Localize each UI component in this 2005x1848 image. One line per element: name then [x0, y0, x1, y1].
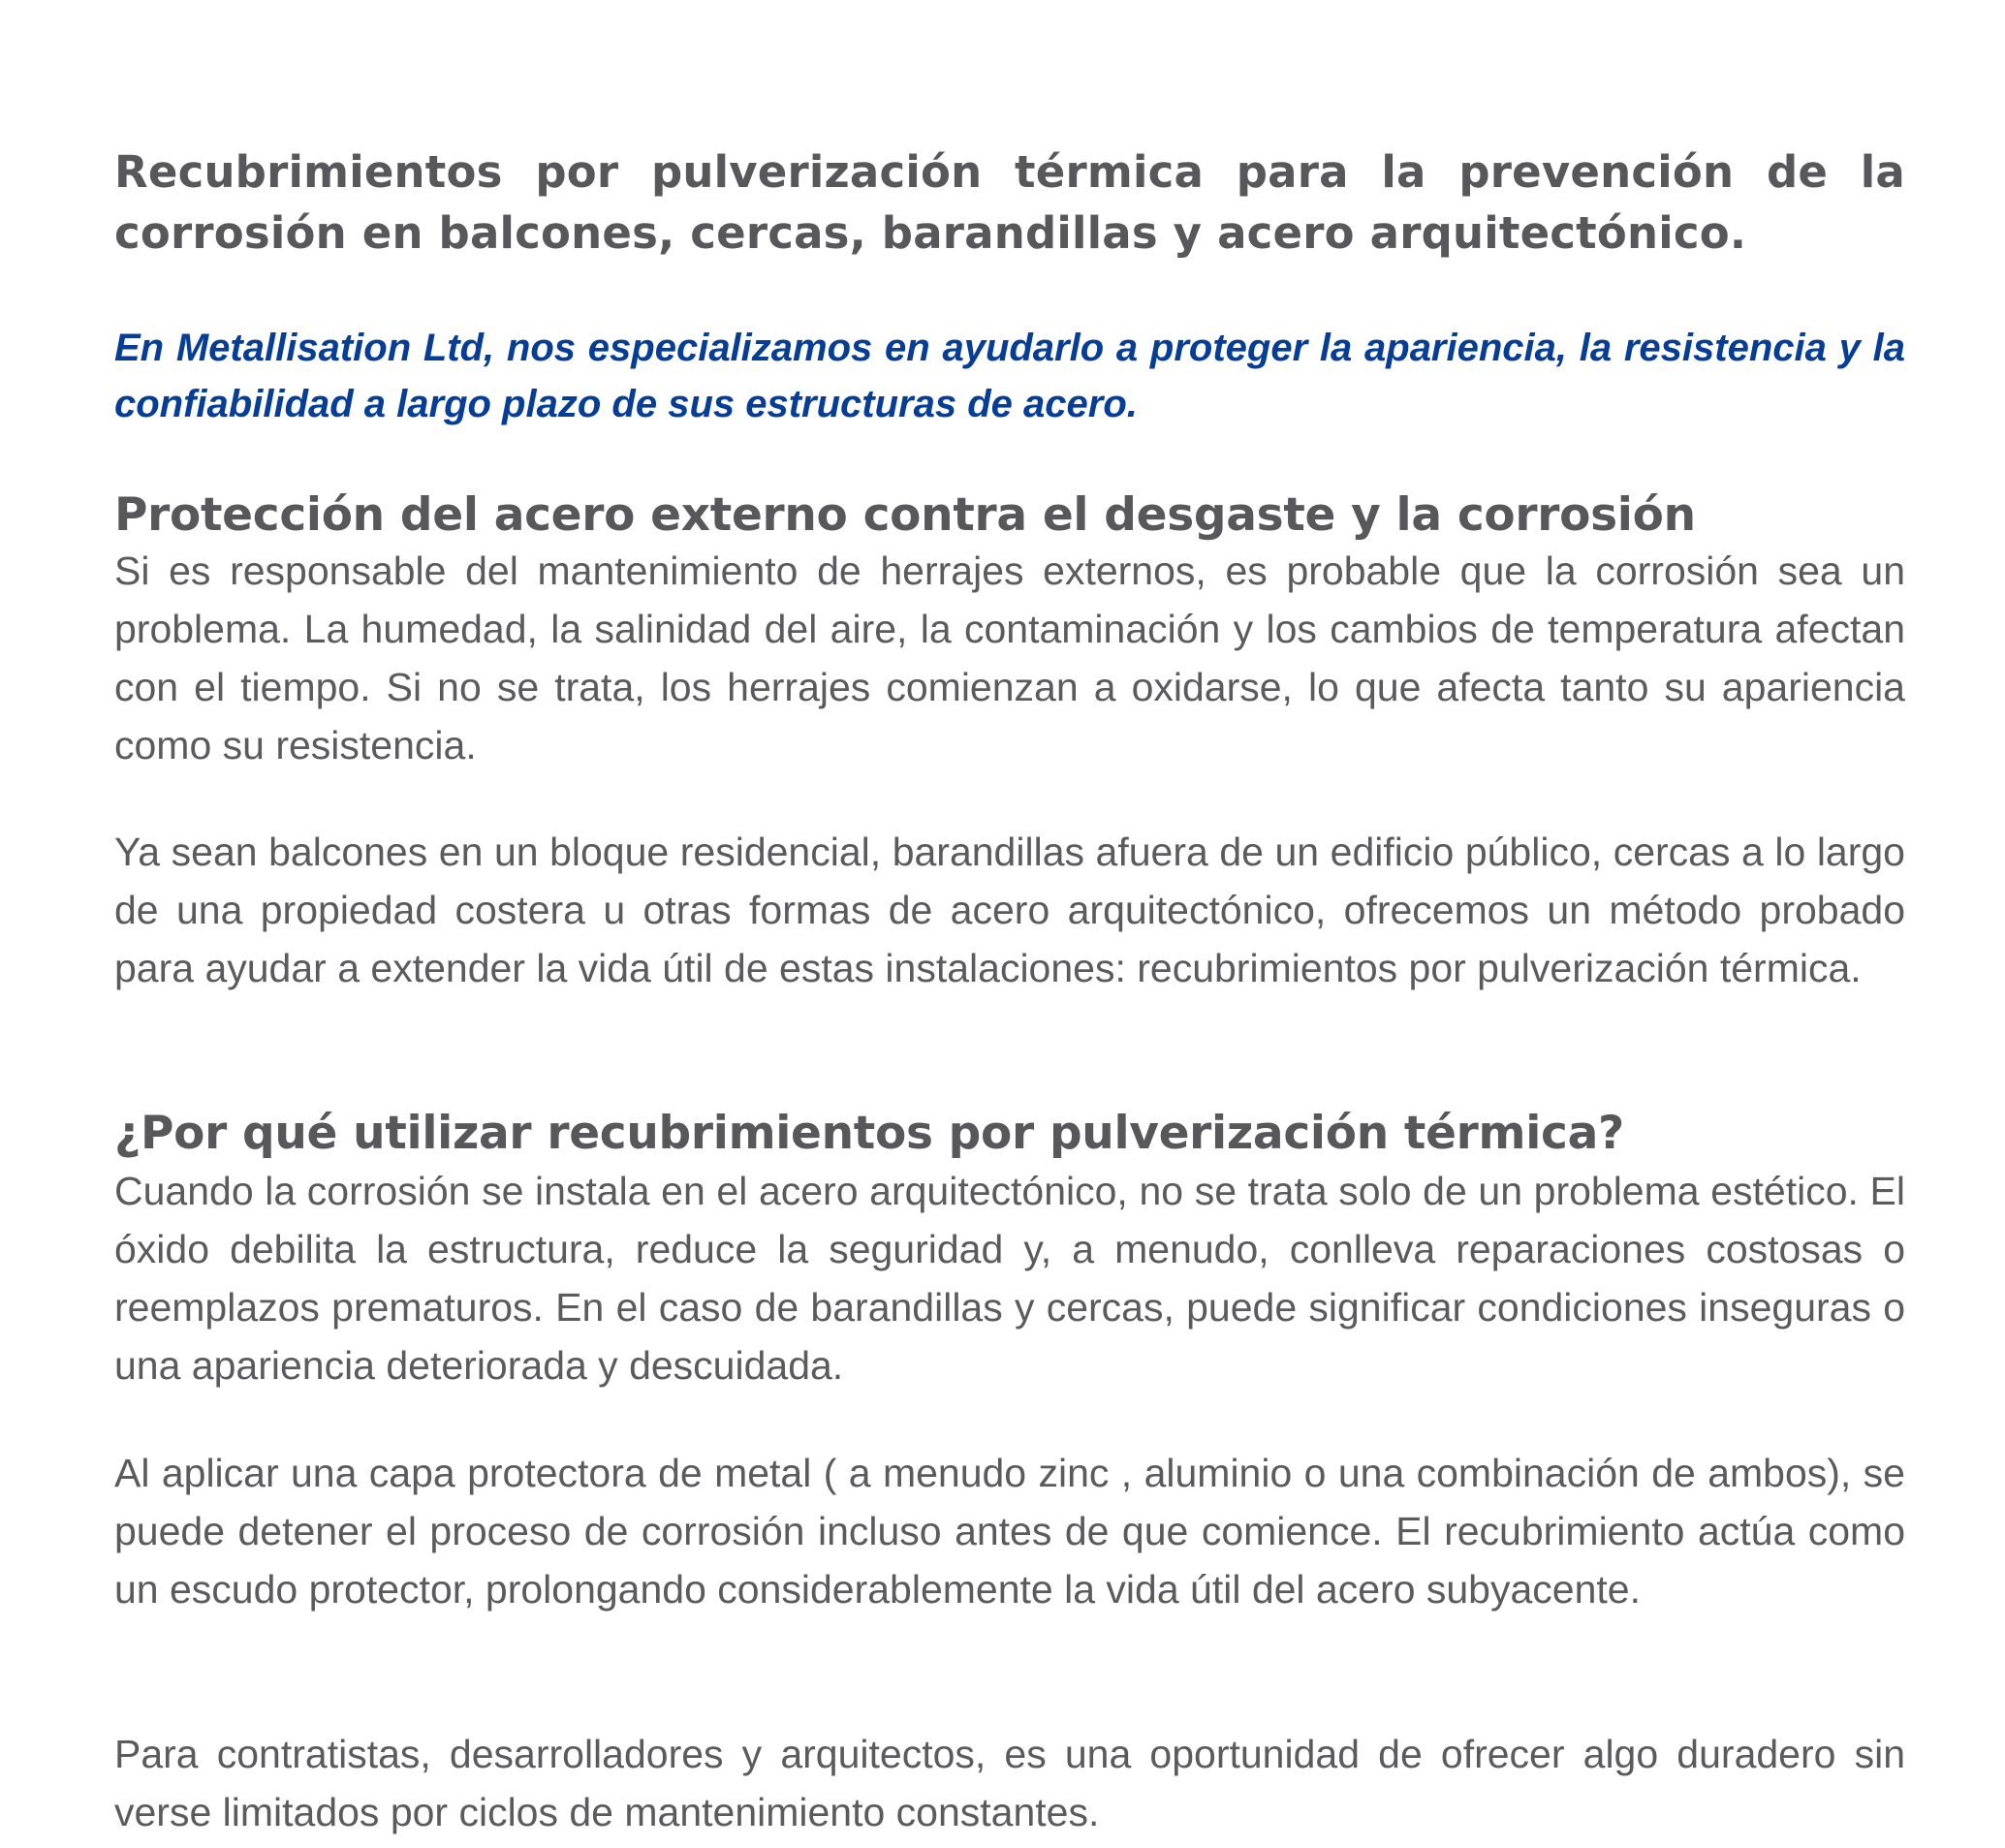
paragraph: Si es responsable del mantenimiento de herrajes externos, es probable que la corrosión sea un problema. La humedad, la salinidad del aire, la contaminación y los cambios de temperatura afectan con el tiempo. Si no se trata, los herrajes comienzan a oxidarse, lo que afecta tanto su apariencia como su resistencia. [114, 548, 1905, 767]
document-title: Recubrimientos por pulverización térmica para la prevención de la corrosión en balcones, cercas, barandillas y acero arquitectónico. [114, 146, 1905, 259]
paragraph: Para contratistas, desarrolladores y arquitectos, es una oportunidad de ofrecer algo duradero sin verse limitados por ciclos de mantenimiento constantes. [114, 1732, 1905, 1834]
section-heading-why-thermal-spray: ¿Por qué utilizar recubrimientos por pulverización térmica? [114, 1107, 1624, 1160]
paragraph: Al aplicar una capa protectora de metal ( a menudo zinc , aluminio o una combinación de ambos), se puede detener el proceso de corrosión incluso antes de que comience. El recubrimiento actúa como un escudo protector, prolongando considerablemente la vida útil del acero subyacente. [114, 1451, 1905, 1612]
paragraph: Cuando la corrosión se instala en el acero arquitectónico, no se trata solo de un problema estético. El óxido debilita la estructura, reduce la seguridad y, a menudo, conlleva reparaciones costosas o reemplazos prematuros. En el caso de barandillas y cercas, puede significar condiciones inseguras o una apariencia deteriorada y descuidada. [114, 1169, 1905, 1388]
section-heading-protection: Protección del acero externo contra el desgaste y la corrosión [114, 488, 1696, 542]
intro-statement: En Metallisation Ltd, nos especializamos en ayudarlo a proteger la apariencia, la resistencia y la confiabilidad a largo plazo de sus estructuras de acero. [114, 327, 1905, 425]
paragraph: Ya sean balcones en un bloque residencial, barandillas afuera de un edificio público, cercas a lo largo de una propiedad costera u otras formas de acero arquitectónico, ofrecemos un método probado para ayudar a extender la vida útil de estas instalaciones: recubrimientos por pulverización térmica. [114, 830, 1905, 990]
